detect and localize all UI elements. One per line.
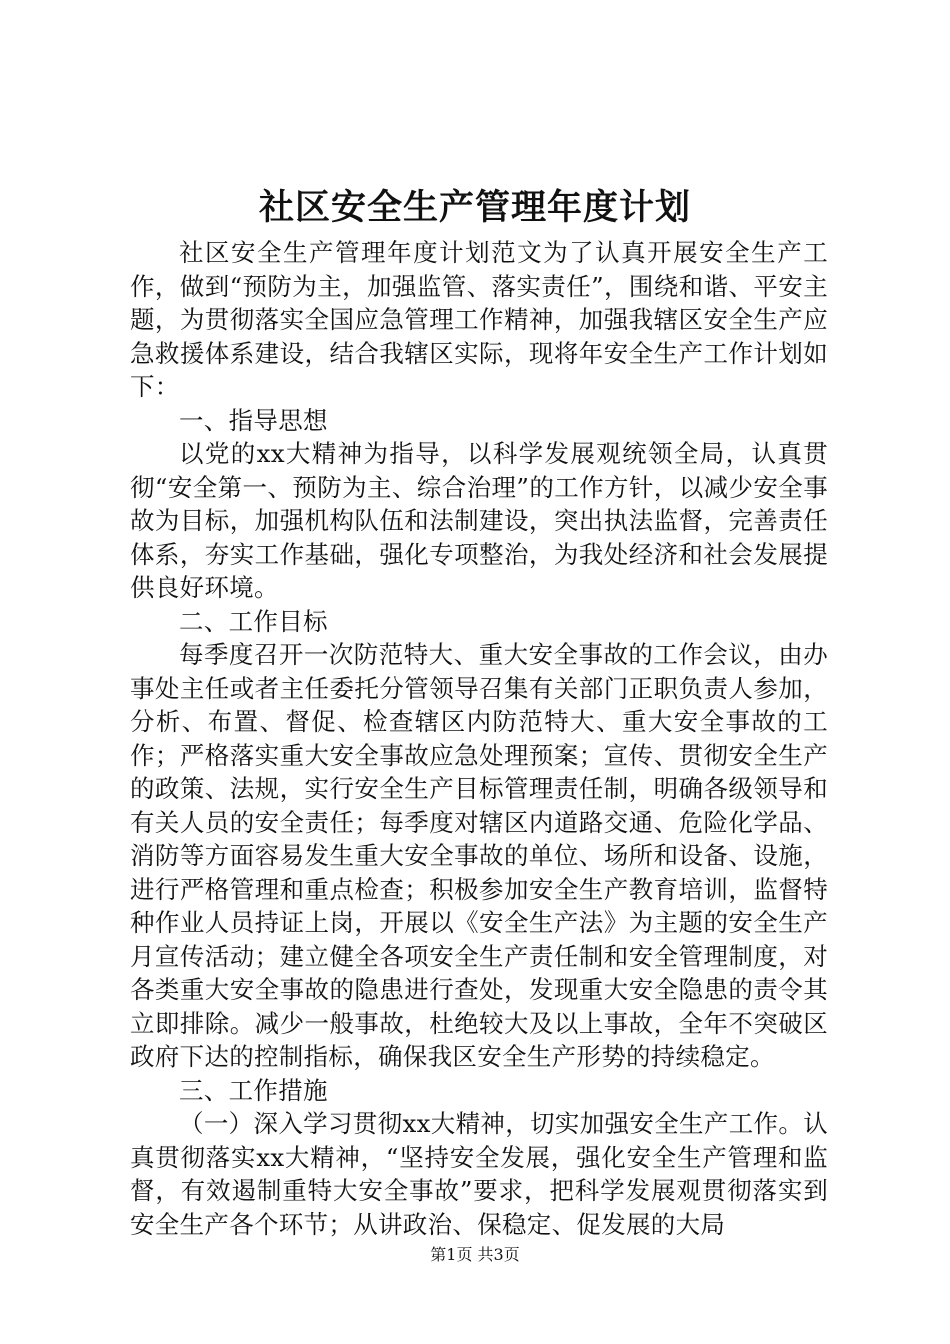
section-heading-guiding-ideology: 一、指导思想: [179, 405, 328, 435]
document-title: 社区安全生产管理年度计划: [258, 187, 691, 228]
section-heading-work-measures: 三、工作措施: [179, 1075, 328, 1105]
section-heading-work-goals: 二、工作目标: [179, 606, 328, 636]
work-goals-paragraph: 每季度召开一次防范特大、重大安全事故的工作会议，由办事处主任或者主任委托分管领导召集有关部门正职负责人参加，分析、布置、督促、检查辖区内防范特大、重大安全事故的工作；严格落实重大安全事故应急处理预案；宣传、贯彻安全生产的政策、法规，实行安全生产目标管理责任制，明确各级领导和有关人员的安全责任；每季度对辖区内道路交通、危险化学品、消防等方面容易发生重大安全事故的单位、场所和设备、设施，进行严格管理和重点检查；积极参加安全生产教育培训，监督特种作业人员持证上岗，开展以《安全生产法》为主题的安全生产月宣传活动；建立健全各项安全生产责任制和安全管理制度，对各类重大安全事故的隐患进行查处，发现重大安全隐患的责令其立即排除。减少一般事故，杜绝较大及以上事故，全年不突破区政府下达的控制指标，确保我区安全生产形势的持续稳定。: [130, 640, 828, 1071]
work-measures-paragraph: （一）深入学习贯彻xx大精神，切实加强安全生产工作。认真贯彻落实xx大精神，“坚持安全发展，强化安全生产管理和监督，有效遏制重特大安全事故”要求，把科学发展观贯彻落实到安全生产各个环节；从讲政治、保稳定、促发展的大局: [130, 1109, 828, 1239]
guiding-ideology-paragraph: 以党的xx大精神为指导，以科学发展观统领全局，认真贯彻“安全第一、预防为主、综合治理”的工作方针，以减少安全事故为目标，加强机构队伍和法制建设，突出执法监督，完善责任体系，夯实工作基础，强化专项整治，为我处经济和社会发展提供良好环境。: [130, 439, 828, 602]
intro-paragraph: 社区安全生产管理年度计划范文为了认真开展安全生产工作，做到“预防为主，加强监管、落实责任”，围绕和谐、平安主题，为贯彻落实全国应急管理工作精神，加强我辖区安全生产应急救援体系建设，结合我辖区实际，现将年安全生产工作计划如下：: [130, 238, 828, 401]
page-number: 第1页 共3页: [430, 1245, 520, 1264]
document-body: [130, 236, 828, 1241]
